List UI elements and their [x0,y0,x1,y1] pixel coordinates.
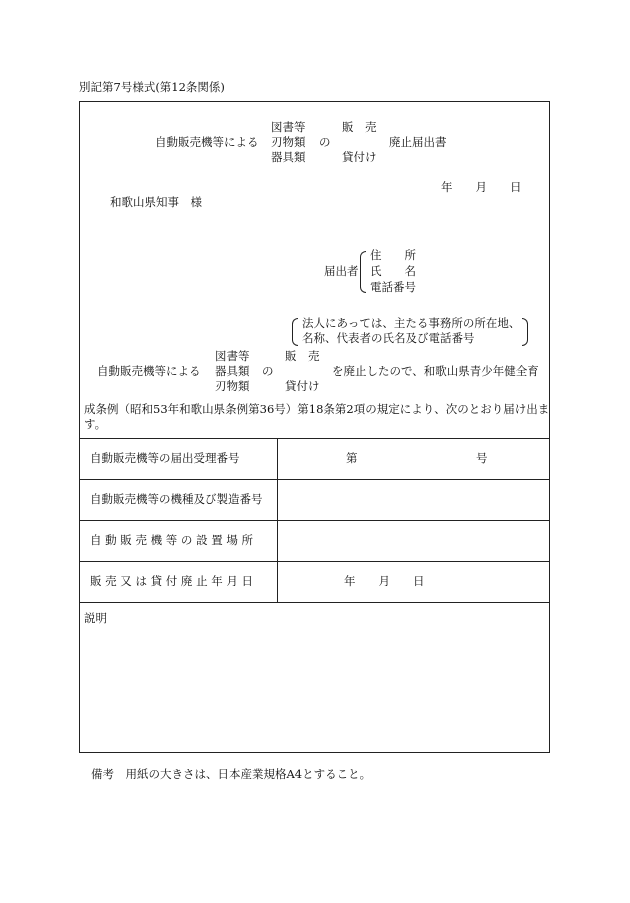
corporate-note: 名称、代表者の氏名及び電話番号 [302,331,475,345]
table-divider [277,438,278,602]
table-rule [80,479,549,480]
addressee: 和歌山県知事 様 [110,195,202,209]
row-label-receipt-number: 自動販売機等の届出受理番号 [90,451,240,465]
row-label-model-serial: 自動販売機等の機種及び製造番号 [90,492,263,506]
abolition-date: 年 月 日 [344,574,425,588]
date-line: 年 月 日 [441,180,522,194]
title-item: 刃物類 [271,135,306,149]
notifier-field-phone: 電話番号 [370,280,416,294]
body-action: 販 売 [285,349,320,363]
title-no: の [319,135,331,149]
title-action: 貸付け [342,150,377,164]
body-action: 貸付け [285,379,320,393]
title-prefix: 自動販売機等による [155,135,259,149]
notifier-field-address: 住 所 [370,248,416,262]
remarks: 備考 用紙の大きさは、日本産業規格A4とすること。 [91,767,372,781]
row-label-location: 自 動 販 売 機 等 の 設 置 場 所 [90,533,254,547]
table-rule [80,520,549,521]
body-no: の [262,364,274,378]
row-label-abolition-date: 販 売 又 は 貸 付 廃 止 年 月 日 [90,574,254,588]
title-suffix: 廃止届出書 [389,135,447,149]
receipt-number-go: 号 [476,451,488,465]
explanation-label: 説明 [84,611,107,625]
corporate-note: 法人にあっては、主たる事務所の所在地、 [302,316,521,330]
body-item: 刃物類 [215,379,250,393]
note-bracket-left [292,318,298,346]
notifier-label: 届出者 [324,264,359,278]
body-line3: す。 [84,417,107,431]
body-item: 器具類 [215,364,250,378]
title-action: 販 売 [342,120,377,134]
body-line2: 成条例（昭和53年和歌山県条例第36号）第18条第2項の規定により、次のとおり届け出ま [84,402,550,416]
form-frame [79,101,550,753]
body-item: 図書等 [215,349,250,363]
title-item: 図書等 [271,120,306,134]
title-item: 器具類 [271,150,306,164]
body-middle: を廃止したので、和歌山県青少年健全育 [332,364,539,378]
body-prefix: 自動販売機等による [97,364,201,378]
table-rule [80,602,549,603]
notifier-bracket [360,251,366,293]
table-rule [80,561,549,562]
note-bracket-right [522,318,528,346]
form-id: 別記第7号様式(第12条関係) [79,80,225,94]
notifier-field-name: 氏 名 [370,264,416,278]
table-rule [80,438,549,439]
receipt-number-dai: 第 [346,451,358,465]
